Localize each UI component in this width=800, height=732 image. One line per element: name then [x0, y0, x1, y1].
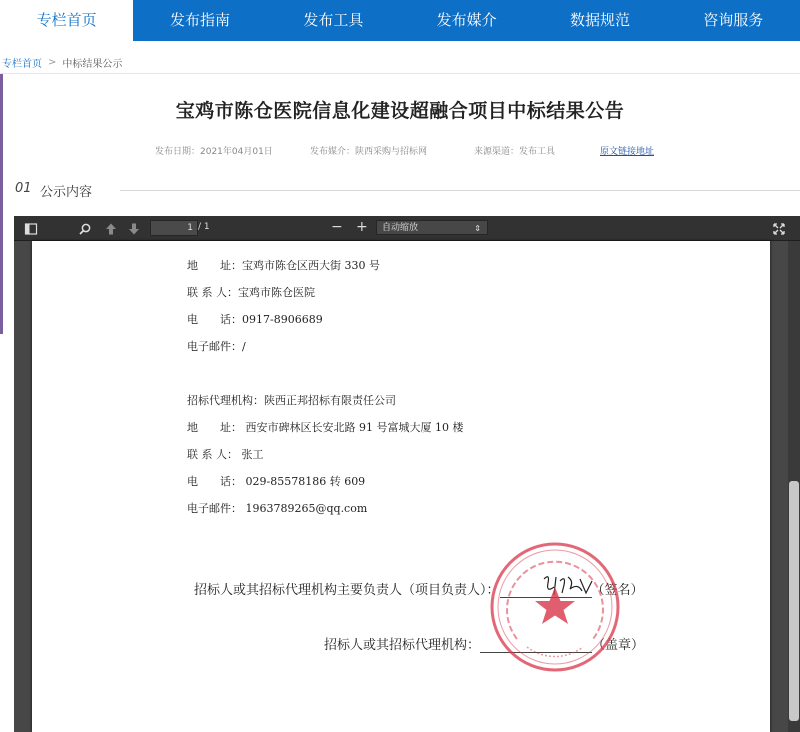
breadcrumb-home[interactable]: 专栏首页: [2, 59, 42, 70]
doc-line-agency-contact: 联 系 人： 张工: [187, 448, 264, 461]
sidebar-toggle-icon[interactable]: [24, 221, 38, 235]
zoom-in-button[interactable]: +: [356, 219, 368, 235]
source-channel: 来源渠道：发布工具: [474, 147, 556, 157]
search-icon[interactable]: [78, 221, 92, 235]
publish-date: 发布日期：2021年04月01日: [155, 147, 273, 157]
previous-page-icon[interactable]: [104, 221, 118, 235]
section-title: 公示内容: [40, 185, 93, 200]
pdf-viewer: [14, 216, 800, 732]
company-seal-stamp: [487, 539, 623, 675]
page-title: 宝鸡市陈仓医院信息化建设超融合项目中标结果公告: [175, 100, 625, 122]
chevron-updown-icon: ⇕: [474, 224, 481, 233]
source-link[interactable]: 原文链接地址: [600, 147, 655, 157]
doc-line-email: 电子邮件：/: [187, 340, 246, 353]
tab-column-home[interactable]: 专栏首页: [0, 0, 133, 41]
doc-line-contact: 联 系 人：宝鸡市陈仓医院: [187, 286, 315, 299]
seal-suffix: （盖章）: [592, 638, 645, 653]
tab-consulting[interactable]: 咨询服务: [703, 11, 764, 29]
pdf-page: [32, 241, 770, 732]
pdf-scrollbar[interactable]: [788, 241, 800, 732]
page-total: / 1: [198, 222, 210, 232]
section-divider: [120, 190, 800, 191]
seal-label: 招标人或其招标代理机构：: [324, 638, 481, 653]
page-number-input[interactable]: 1: [150, 220, 198, 236]
section-number: 01: [15, 181, 32, 196]
doc-line-address: 地 址：宝鸡市陈仓区西大街 330 号: [187, 259, 380, 272]
top-nav: [0, 0, 800, 41]
doc-line-agency-address: 地 址： 西安市碑林区长安北路 91 号富城大厦 10 楼: [187, 421, 464, 434]
doc-line-phone: 电 话：0917-8906689: [187, 313, 323, 326]
doc-line-agency: 招标代理机构：陕西正邦招标有限责任公司: [187, 394, 396, 407]
zoom-select[interactable]: [376, 220, 488, 235]
tab-publish-tools[interactable]: 发布工具: [303, 11, 364, 29]
breadcrumb-divider: [0, 73, 800, 74]
signature-suffix: （签名）: [591, 583, 644, 598]
tab-data-spec[interactable]: 数据规范: [569, 11, 630, 29]
doc-line-agency-email: 电子邮件： 1963789265@qq.com: [187, 502, 368, 515]
tab-publish-guide[interactable]: 发布指南: [169, 11, 230, 29]
doc-line-agency-phone: 电 话： 029-85578186 转 609: [187, 475, 366, 488]
zoom-select-value: 自动缩放: [382, 223, 419, 233]
pdf-toolbar: [14, 216, 800, 241]
signature-label: 招标人或其招标代理机构主要负责人（项目负责人）：: [194, 583, 500, 598]
fullscreen-icon[interactable]: [772, 221, 786, 235]
breadcrumb-separator: >: [48, 57, 57, 68]
publish-media: 发布媒介：陕西采购与招标网: [310, 147, 428, 157]
zoom-out-button[interactable]: −: [331, 219, 343, 235]
breadcrumb-current: 中标结果公示: [62, 59, 123, 70]
next-page-icon[interactable]: [127, 221, 141, 235]
tab-publish-media[interactable]: 发布媒介: [436, 11, 497, 29]
pdf-scrollbar-thumb[interactable]: [789, 481, 799, 721]
breadcrumb: [2, 55, 122, 70]
